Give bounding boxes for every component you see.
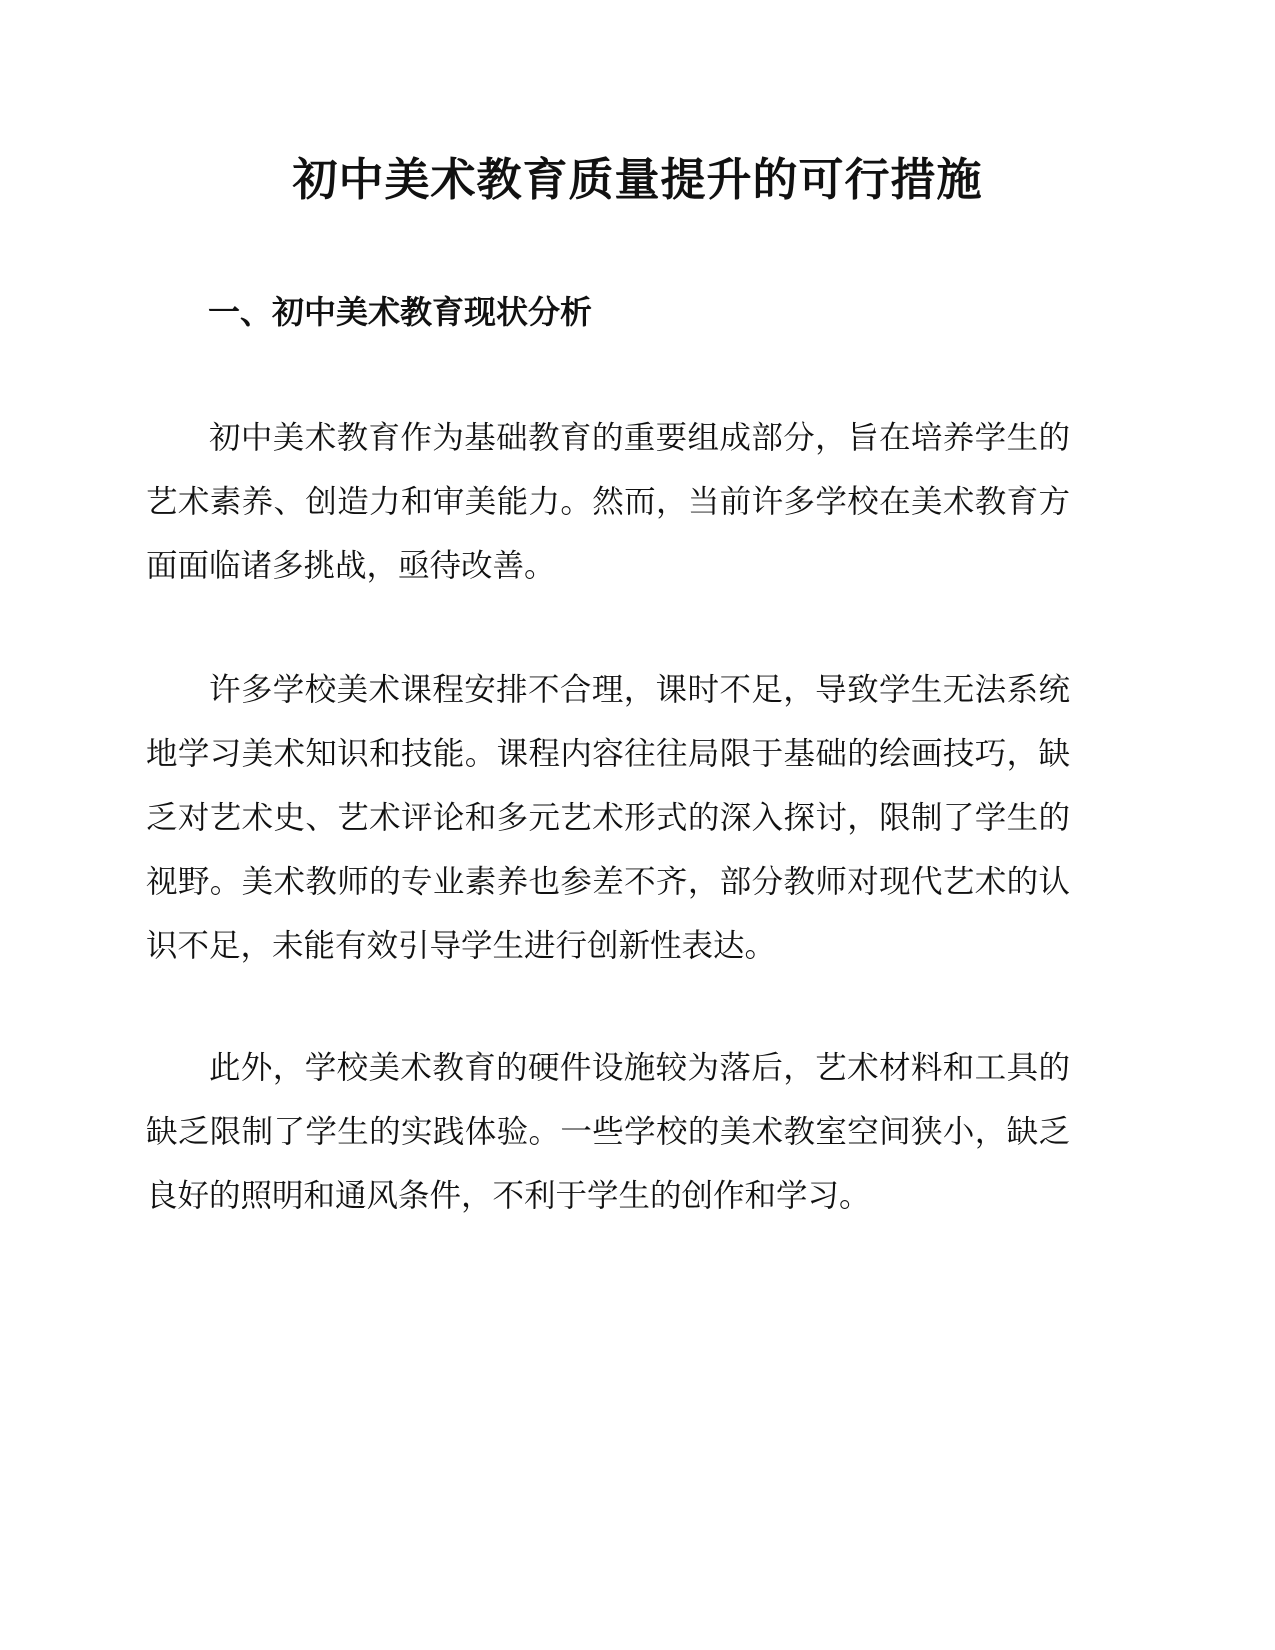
paragraph-facilities-issues: 此外，学校美术教育的硬件设施较为落后，艺术材料和工具的缺乏限制了学生的实践体验。一些学校的美术教室空间狭小，缺乏良好的照明和通风条件，不利于学生的创作和学习。 (146, 1050, 1070, 1214)
paragraph-curriculum-issues: 许多学校美术课程安排不合理，课时不足，导致学生无法系统地学习美术知识和技能。课程内容往往局限于基础的绘画技巧，缺乏对艺术史、艺术评论和多元艺术形式的深入探讨，限制了学生的视野。美术教师的专业素养也参差不齐，部分教师对现代艺术的认识不足，未能有效引导学生进行创新性表达。 (146, 672, 1070, 964)
document-title: 初中美术教育质量提升的可行措施 (292, 153, 983, 206)
section-heading: 一、初中美术教育现状分析 (208, 293, 593, 331)
paragraph-intro: 初中美术教育作为基础教育的重要组成部分，旨在培养学生的艺术素养、创造力和审美能力。然而，当前许多学校在美术教育方面面临诸多挑战，亟待改善。 (146, 420, 1070, 584)
